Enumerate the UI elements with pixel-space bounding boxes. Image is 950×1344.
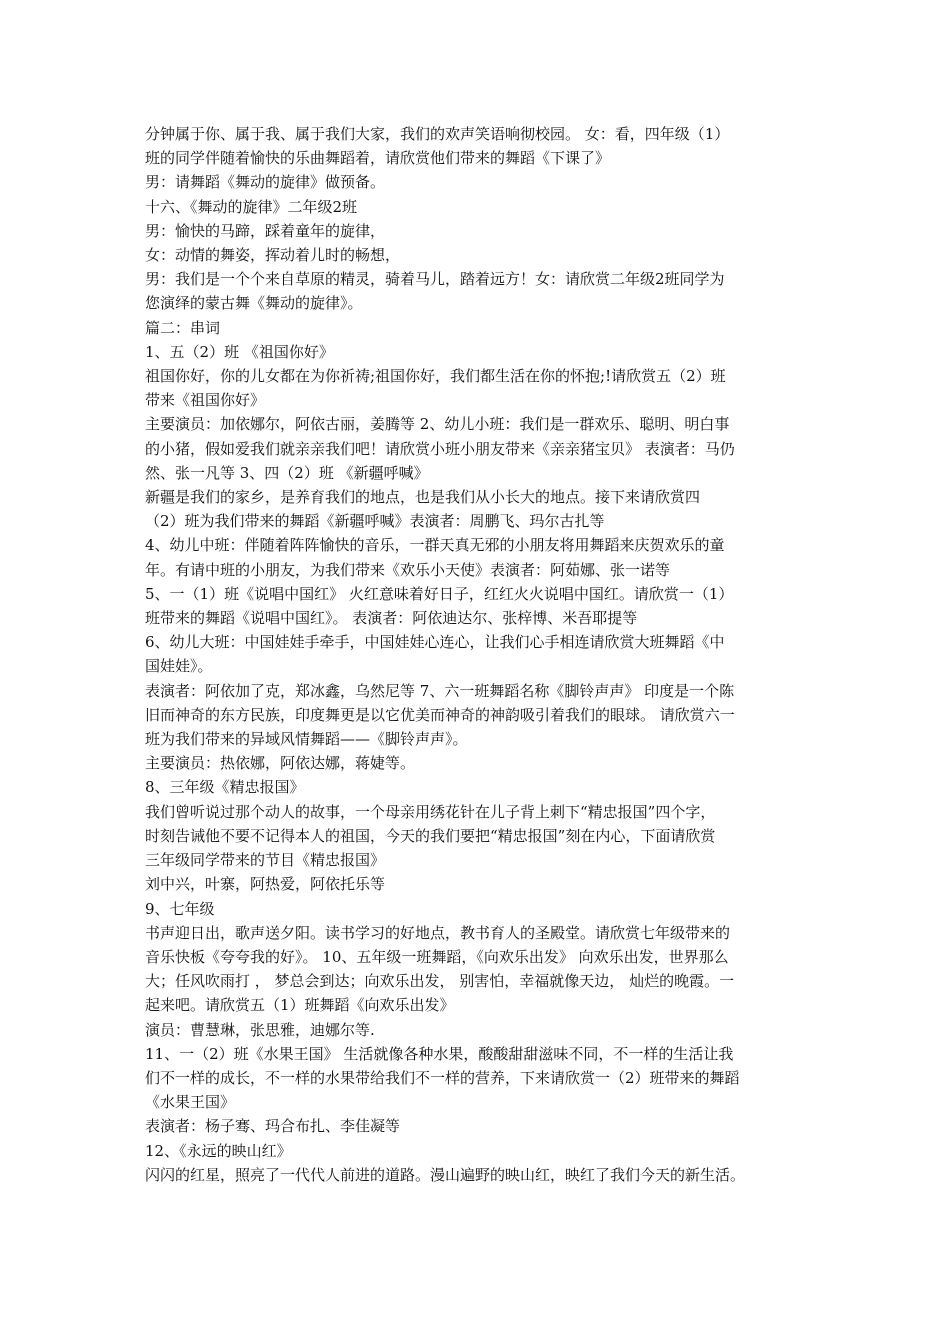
text-line: 时刻告诫他不要不记得本人的祖国，今天的我们要把“精忠报国”刻在内心，下面请欣赏 [145, 826, 716, 845]
text-line: 起来吧。请欣赏五（1）班舞蹈《向欢乐出发》 [145, 996, 455, 1015]
text-line: 我们曾听说过那个动人的故事，一个母亲用绣花针在儿子背上刺下“精忠报国”四个字， [145, 802, 716, 821]
text-line: 演员：曹慧琳，张思雅，迪娜尔等. [145, 1020, 375, 1039]
text-line: 您演绎的蒙古舞《舞动的旋律》。 [145, 294, 363, 313]
text-line: 男：我们是一个个来自草原的精灵，骑着马儿，踏着远方！女：请欣赏二年级2班同学为 [145, 270, 725, 289]
text-line: 闪闪的红星，照亮了一代代人前进的道路。漫山遍野的映山红，映红了我们今天的新生活。 [145, 1165, 746, 1184]
text-line: 班带来的舞蹈《说唱中国红》。 表演者：阿依迪达尔、张梓博、米吾耶提等 [145, 609, 638, 628]
text-line: 旧而神奇的东方民族，印度舞更是以它优美而神奇的神韵吸引着我们的眼球。 请欣赏六一 [145, 705, 735, 724]
text-line: 班的同学伴随着愉快的乐曲舞蹈着，请欣赏他们带来的舞蹈《下课了》 [145, 149, 611, 168]
text-line: 新疆是我们的家乡，是养育我们的地点，也是我们从小长大的地点。接下来请欣赏四 [145, 488, 701, 507]
text-line: 1、五（2）班 《祖国你好》 [145, 342, 334, 361]
text-line: 三年级同学带来的节目《精忠报国》 [145, 851, 386, 870]
text-line: 主要演员：热依娜，阿依达娜，蒋婕等。 [145, 754, 416, 773]
text-line: 的小猪，假如爱我们就亲亲我们吧！请欣赏小班小朋友带来《亲亲猪宝贝》 表演者：马仍 [145, 439, 735, 458]
text-line: 男：愉快的马蹄，踩着童年的旋律， [145, 221, 386, 240]
text-line: 带来《祖国你好》 [145, 391, 266, 410]
text-line: （2）班为我们带来的舞蹈《新疆呼喊》表演者：周鹏飞、玛尔古扎等 [145, 512, 605, 531]
text-line: 书声迎日出，歌声送夕阳。读书学习的好地点，教书育人的圣殿堂。请欣赏七年级带来的 [145, 923, 731, 942]
text-line: 分钟属于你、属于我、属于我们大家，我们的欢声笑语响彻校园。 女：看，四年级（1） [145, 125, 730, 143]
text-line: 8、三年级《精忠报国》 [145, 778, 305, 797]
document-body [145, 122, 813, 1187]
text-line: 班为我们带来的异域风情舞蹈——《脚铃声声》。 [145, 730, 468, 749]
text-line: 十六、《舞动的旋律》二年级2班 [145, 197, 358, 216]
text-line: 们不一样的成长，不一样的水果带给我们不一样的营养，下来请欣赏一（2）班带来的舞蹈 [145, 1068, 740, 1087]
text-line: 4、幼儿中班：伴随着阵阵愉快的音乐，一群天真无邪的小朋友将用舞蹈来庆贺欢乐的童 [145, 536, 725, 555]
text-line: 9、七年级 [145, 899, 215, 918]
text-line: 男：请舞蹈《舞动的旋律》做预备。 [145, 173, 386, 192]
text-line: 5、一（1）班《说唱中国红》 火红意味着好日子，红红火火说唱中国红。请欣赏一（1） [145, 584, 734, 603]
text-line: 6、幼儿大班：中国娃娃手牵手，中国娃娃心连心，让我们心手相连请欣赏大班舞蹈《中 [145, 633, 725, 652]
text-line: 表演者：阿依加了克，郑冰鑫，乌然尼等 7、六一班舞蹈名称《脚铃声声》 印度是一个陈 [145, 681, 735, 700]
text-line: 《水果王国》 [145, 1093, 236, 1112]
text-line: 11、一（2）班《水果王国》 生活就像各种水果，酸酸甜甜滋味不同，不一样的生活让我 [145, 1044, 734, 1063]
text-line: 主要演员：加依娜尔，阿依古丽，姜腾等 2、幼儿小班：我们是一群欢乐、聪明、明白事 [145, 415, 730, 434]
text-line: 篇二：串词 [145, 318, 221, 337]
text-line: 12、《永远的映山红》 [145, 1141, 292, 1160]
text-line: 刘中兴，叶寨，阿热爱，阿依托乐等 [145, 875, 386, 894]
text-line: 表演者：杨子骞、玛合布扎、李佳凝等 [145, 1117, 401, 1136]
text-line: 音乐快板《夸夸我的好》。 10、五年级一班舞蹈，《向欢乐出发》 向欢乐出发，世界那么 [145, 947, 729, 966]
text-line: 祖国你好，你的儿女都在为你祈祷;祖国你好，我们都生活在你的怀抱;!请欣赏五（2）班 [145, 367, 726, 386]
text-line: 然、张一凡等 3、四（2）班 《新疆呼喊》 [145, 463, 429, 482]
text-line: 年。有请中班的小朋友，为我们带来《欢乐小天使》表演者：阿茹娜、张一诺等 [145, 560, 671, 579]
text-line: 国娃娃》。 [145, 657, 213, 676]
text-line: 女：动情的舞姿，挥动着儿时的畅想， [145, 246, 401, 265]
text-line: 大；任风吹雨打 ， 梦总会到达；向欢乐出发， 别害怕，幸福就像天边， 灿烂的晚霞。一 [145, 972, 735, 991]
